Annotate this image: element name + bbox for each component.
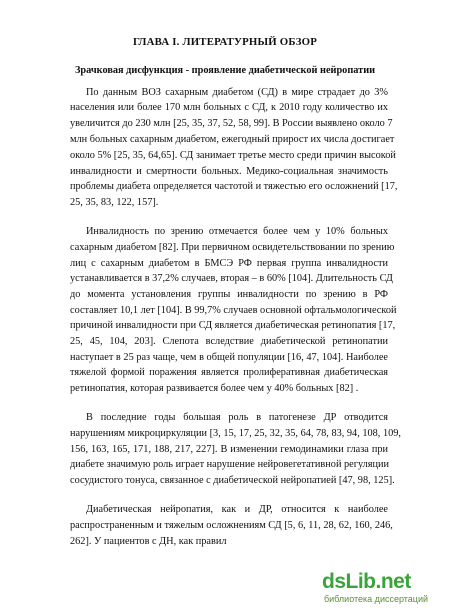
text-line: 262]. У пациентов с ДН, как правил: [70, 536, 227, 547]
logo-tld-text: .net: [375, 570, 411, 593]
text-line: Диабетическая нейропатия, как и ДР, относится к наиболее: [86, 504, 388, 515]
text-line: проблемы диабета определяется частотой и тяжестью его осложнений [17,: [70, 181, 398, 192]
text-line: причиной инвалидности при СД является диабетическая ретинопатия [17,: [70, 320, 396, 331]
text-line: тяжелой формой поражения является пролиферативная диабетическая: [70, 367, 388, 378]
text-line: до момента установления группы инвалидности по зрению в РФ: [70, 289, 388, 300]
text-line: лиц с сахарным диабетом в БМСЭ РФ первая группа инвалидности: [70, 258, 388, 269]
text-line: 25, 35, 83, 122, 157].: [70, 197, 159, 208]
text-line: В последние годы большая роль в патогенезе ДР отводится: [86, 412, 388, 423]
text-line: сосудистого тонуса, связанное с диабетической нейропатией [47, 98, 125].: [70, 475, 395, 486]
text-line: наступает в 25 раз чаще, чем в общей популяции [16, 47, 104]. Наиболее: [70, 352, 388, 363]
text-line: инвалидности и смертности больных. Медико-социальная значимость: [70, 166, 388, 177]
section-heading: Зрачковая дисфункция - проявление диабетической нейропатии: [74, 65, 376, 76]
text-line: Инвалидность по зрению отмечается более чем у 10% больных: [86, 226, 388, 237]
text-line: увеличится до 230 млн [25, 35, 37, 52, 58, 99]. В России выявлено около 7: [70, 118, 393, 129]
text-line: населения или более 170 млн больных с СД, к 2010 году количество их: [70, 102, 388, 113]
chapter-heading: ГЛАВА I. ЛИТЕРАТУРНЫЙ ОБЗОР: [132, 36, 318, 48]
text-line: нарушениям микроциркуляции [3, 15, 17, 25, 32, 35, 64, 78, 83, 94, 108, 109,: [70, 428, 401, 439]
text-line: сахарным диабетом [82]. При первичном освидетельствовании по зрению: [70, 242, 395, 253]
text-line: составляет 10,1 лет [104]. В 99,7% случаев основной офтальмологической: [70, 305, 397, 316]
text-line: 156, 163, 165, 171, 188, 217, 227]. В изменении гемодинамики глаза при: [70, 444, 388, 455]
dslib-logo: [322, 570, 411, 594]
logo-main-text: dsLib: [322, 570, 376, 593]
text-line: около 5% [25, 35, 64,65]. СД занимает третье место среди причин высокой: [70, 150, 396, 161]
text-line: диабете значимую роль играет нарушение нейровегетативной регуляции: [70, 459, 390, 470]
text-line: устанавливается в 37,2% случаев, вторая – в 60% [104]. Длительность СД: [70, 273, 393, 284]
text-line: По данным ВОЗ сахарным диабетом (СД) в мире страдает до 3%: [86, 87, 388, 98]
text-line: распространенным и тяжелым осложнениям СД [5, 6, 11, 28, 62, 160, 246,: [70, 520, 393, 531]
watermark-caption: библиотека диссертаций: [324, 594, 429, 604]
text-line: ретинопатия, которая развивается более чем у 40% больных [82] .: [70, 383, 359, 394]
dslib-watermark: [322, 570, 440, 606]
text-line: млн больных сахарным диабетом, ежегодный прирост их числа достигает: [70, 134, 395, 145]
text-line: 25, 45, 104, 203]. Слепота вследствие диабетической ретинопатии: [70, 336, 388, 347]
